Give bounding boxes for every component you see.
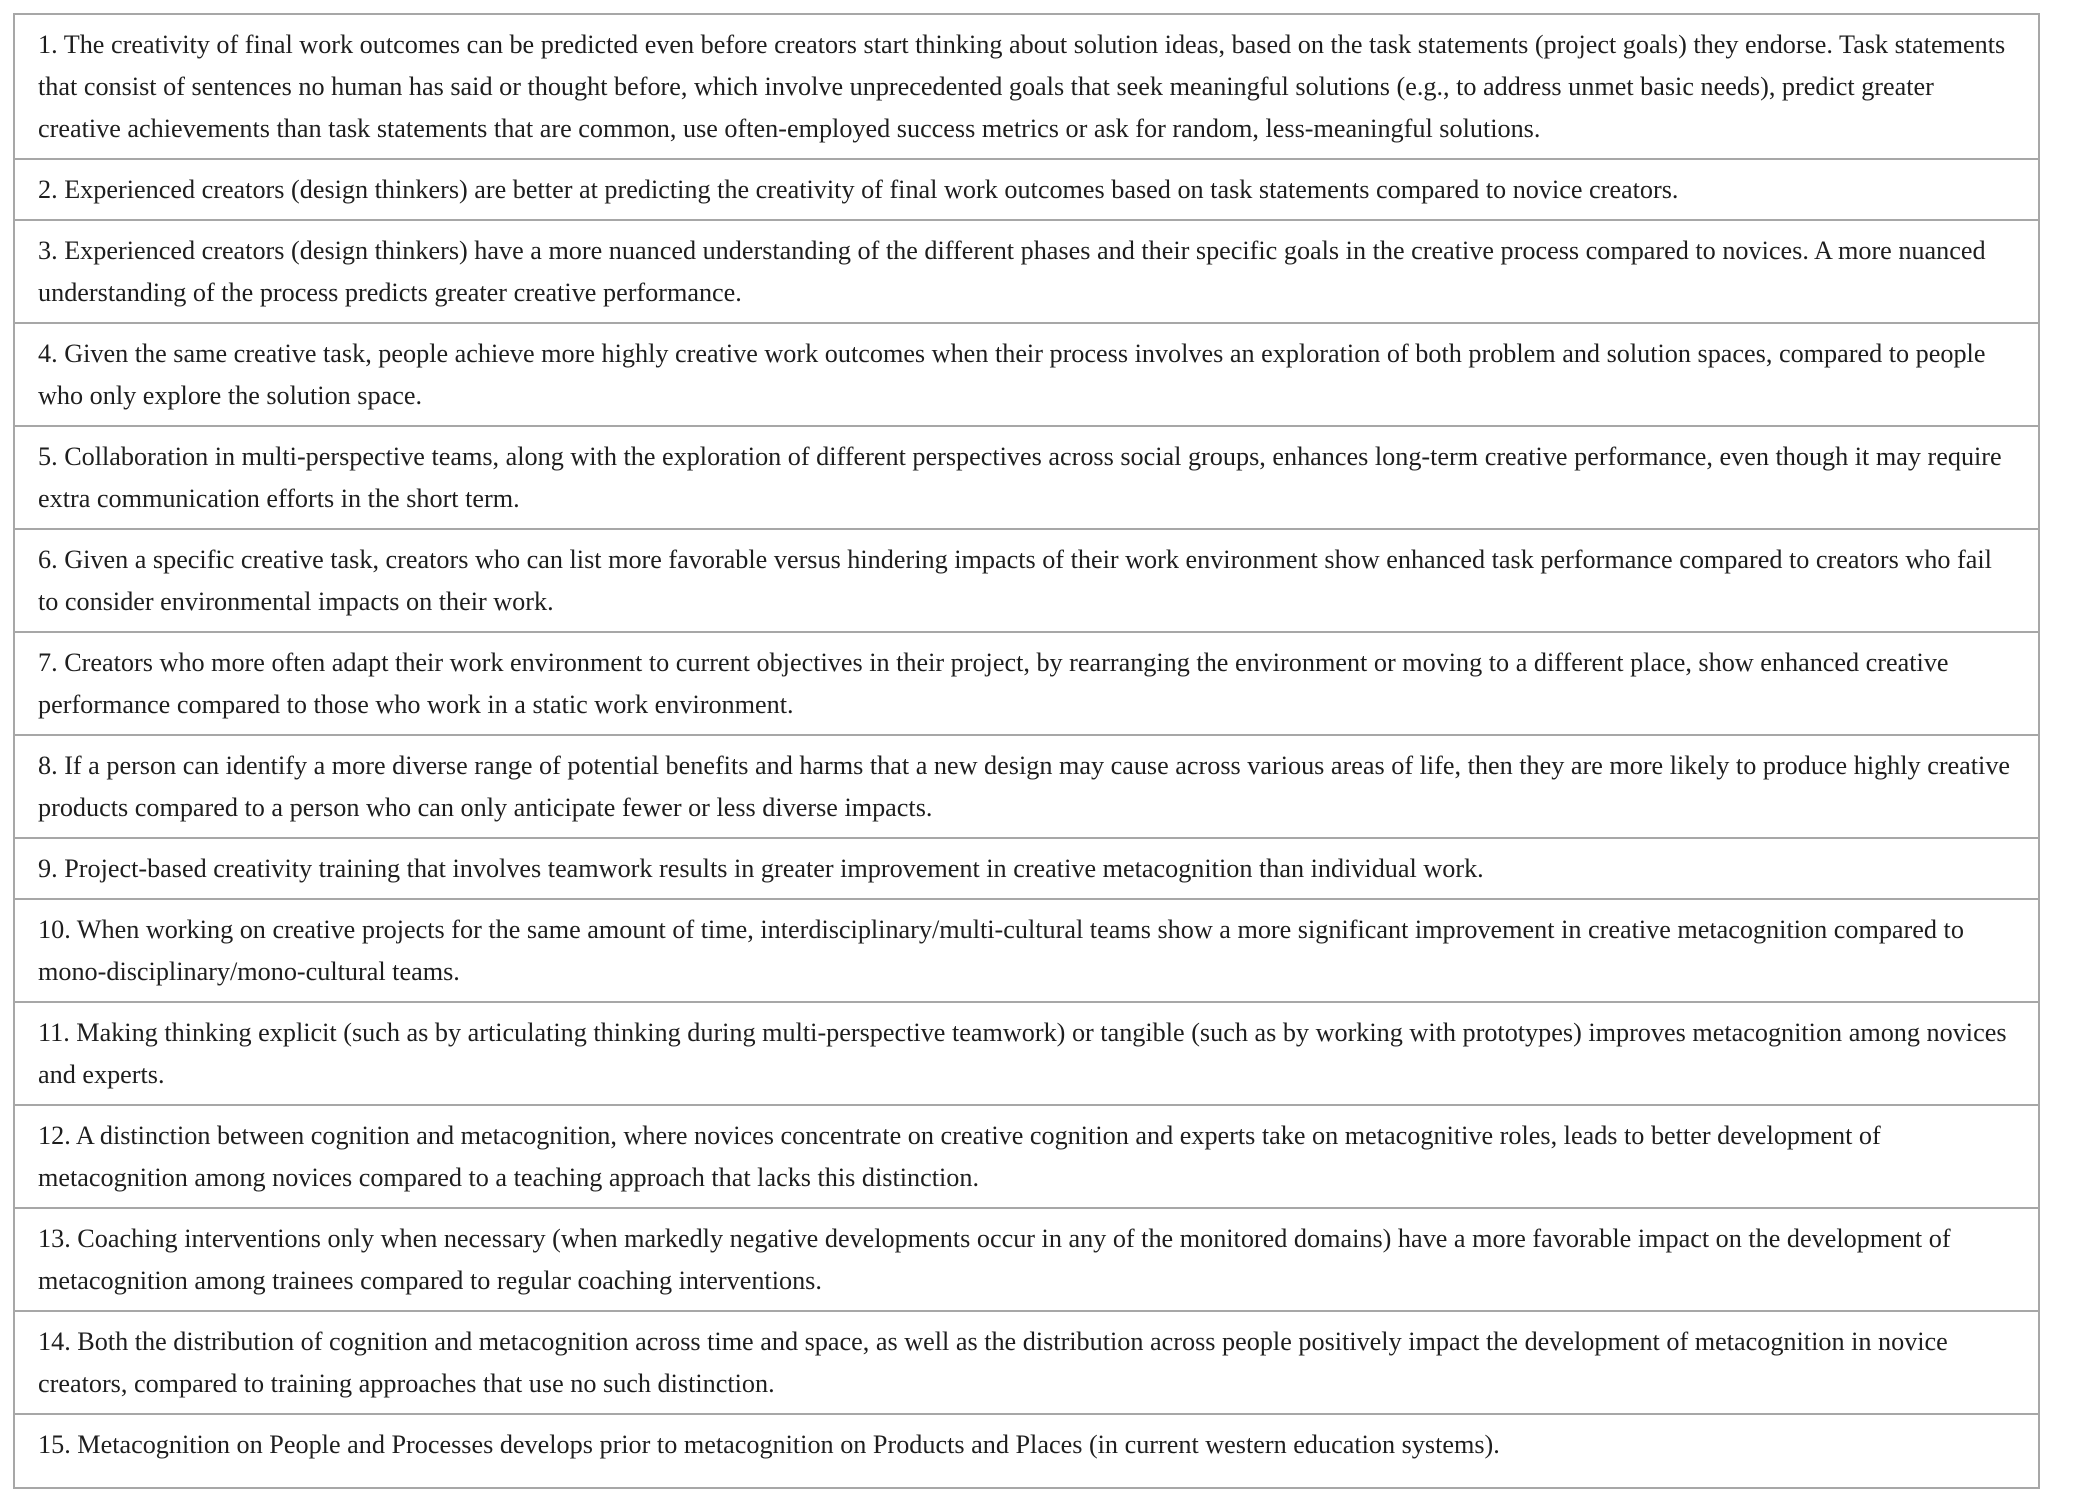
hypotheses-table: [13, 13, 2040, 1489]
table-row-9: [15, 837, 2038, 898]
hypothesis-text: 12. A distinction between cognition and metacognition, where novices concentrate on creative cognition and experts take on metacognitive roles, leads to better development of metacognition among novices compared to a teaching approach that lacks this distinction.: [38, 1120, 1881, 1192]
hypothesis-text: 9. Project-based creativity training that involves teamwork results in greater improvement in creative metacognition than individual work.: [38, 853, 1484, 883]
hypothesis-text: 1. The creativity of final work outcomes can be predicted even before creators start thinking about solution ideas, based on the task statements (project goals) they endorse. Task statements that consist of sentences no human has said or thought before, which involve unprecedented goals that seek meaningful solutions (e.g., to address unmet basic needs), predict greater creative achievements than task statements that are common, use often-employed success metrics or ask for random, less-meaningful solutions.: [38, 29, 2006, 143]
hypothesis-text: 15. Metacognition on People and Processes develops prior to metacognition on Products and Places (in current western education systems).: [38, 1429, 1500, 1459]
table-row-4: [15, 322, 2038, 425]
table-row-6: [15, 528, 2038, 631]
table-row-3: [15, 219, 2038, 322]
hypothesis-text: 11. Making thinking explicit (such as by articulating thinking during multi-perspective teamwork) or tangible (such as by working with prototypes) improves metacognition among novices and experts.: [38, 1017, 2007, 1089]
hypothesis-text: 7. Creators who more often adapt their work environment to current objectives in their project, by rearranging the environment or moving to a different place, show enhanced creative performance compared to those who work in a static work environment.: [38, 647, 1949, 719]
table-row-14: [15, 1310, 2038, 1413]
hypothesis-text: 13. Coaching interventions only when necessary (when markedly negative developments occur in any of the monitored domains) have a more favorable impact on the development of metacognition among trainees compared to regular coaching interventions.: [38, 1223, 1951, 1295]
table-row-7: [15, 631, 2038, 734]
hypothesis-text: 3. Experienced creators (design thinkers) have a more nuanced understanding of the different phases and their specific goals in the creative process compared to novices. A more nuanced understanding of the process predicts greater creative performance.: [38, 235, 1986, 307]
hypothesis-text: 10. When working on creative projects for the same amount of time, interdisciplinary/multi-cultural teams show a more significant improvement in creative metacognition compared to mono-disciplinary/mono-cultural teams.: [38, 914, 1964, 986]
table-row-5: [15, 425, 2038, 528]
table-row-2: [15, 158, 2038, 219]
table-row-11: [15, 1001, 2038, 1104]
table-row-1: [15, 15, 2038, 158]
table-row-10: [15, 898, 2038, 1001]
hypothesis-text: 5. Collaboration in multi-perspective teams, along with the exploration of different perspectives across social groups, enhances long-term creative performance, even though it may require extra communication efforts in the short term.: [38, 441, 2002, 513]
hypothesis-text: 14. Both the distribution of cognition and metacognition across time and space, as well as the distribution across people positively impact the development of metacognition in novice creators, compared to training approaches that use no such distinction.: [38, 1326, 1948, 1398]
hypothesis-text: 2. Experienced creators (design thinkers) are better at predicting the creativity of final work outcomes based on task statements compared to novice creators.: [38, 174, 1679, 204]
table-row-15: [15, 1413, 2038, 1474]
table-row-12: [15, 1104, 2038, 1207]
table-row-13: [15, 1207, 2038, 1310]
table-row-8: [15, 734, 2038, 837]
hypothesis-text: 6. Given a specific creative task, creators who can list more favorable versus hindering impacts of their work environment show enhanced task performance compared to creators who fail to consider environmental impacts on their work.: [38, 544, 1992, 616]
hypothesis-text: 4. Given the same creative task, people achieve more highly creative work outcomes when their process involves an exploration of both problem and solution spaces, compared to people who only explore the solution space.: [38, 338, 1986, 410]
hypothesis-text: 8. If a person can identify a more diverse range of potential benefits and harms that a new design may cause across various areas of life, then they are more likely to produce highly creative products compared to a person who can only anticipate fewer or less diverse impacts.: [38, 750, 2011, 822]
